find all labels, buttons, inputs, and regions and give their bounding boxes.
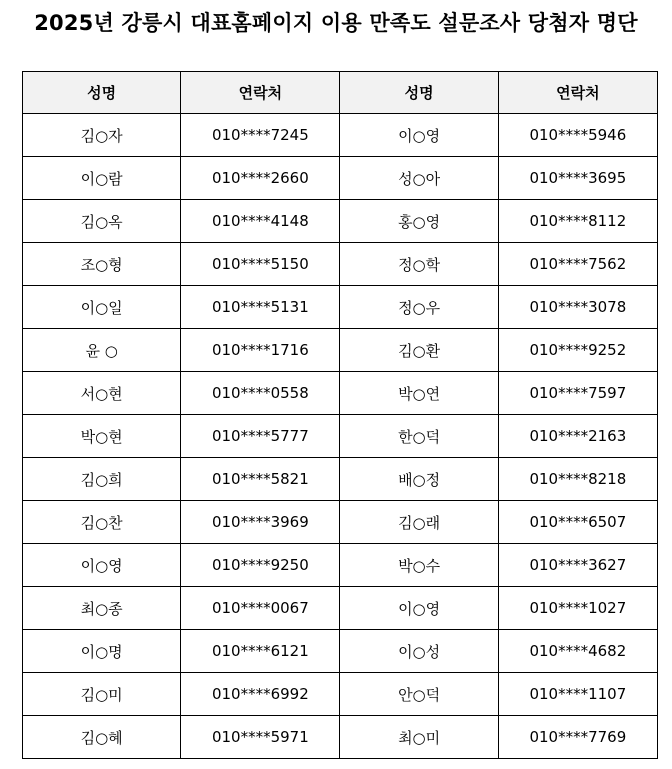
winner-contact-cell: 010****7562 — [498, 243, 657, 286]
winner-contact-cell: 010****7769 — [498, 716, 657, 759]
winner-contact-cell: 010****7245 — [181, 114, 340, 157]
winner-name-cell: 이○일 — [23, 286, 181, 329]
winner-name-cell: 이○명 — [23, 630, 181, 673]
table-row — [23, 716, 658, 759]
table-header — [23, 72, 658, 114]
table-row — [23, 243, 658, 286]
winner-contact-cell: 010****2163 — [498, 415, 657, 458]
winner-contact-cell: 010****6507 — [498, 501, 657, 544]
winner-contact-cell: 010****5150 — [181, 243, 340, 286]
winner-contact-cell: 010****0558 — [181, 372, 340, 415]
winner-name-cell: 성○아 — [340, 157, 498, 200]
winner-name-cell: 최○종 — [23, 587, 181, 630]
winner-name-cell: 김○희 — [23, 458, 181, 501]
winner-name-cell: 이○영 — [340, 114, 498, 157]
winner-contact-cell: 010****3695 — [498, 157, 657, 200]
winners-table — [22, 71, 658, 759]
table-row — [23, 544, 658, 587]
table-row — [23, 630, 658, 673]
winner-name-cell: 이○람 — [23, 157, 181, 200]
winner-name-cell: 김○옥 — [23, 200, 181, 243]
winner-name-cell: 홍○영 — [340, 200, 498, 243]
winner-contact-cell: 010****1716 — [181, 329, 340, 372]
winner-name-cell: 김○래 — [340, 501, 498, 544]
winner-contact-cell: 010****6121 — [181, 630, 340, 673]
winner-name-cell: 최○미 — [340, 716, 498, 759]
winner-contact-cell: 010****4682 — [498, 630, 657, 673]
winner-name-cell: 윤 ○ — [23, 329, 181, 372]
winner-contact-cell: 010****0067 — [181, 587, 340, 630]
winner-contact-cell: 010****5777 — [181, 415, 340, 458]
winner-name-cell: 박○연 — [340, 372, 498, 415]
winner-name-cell: 이○영 — [340, 587, 498, 630]
header-name-right: 성명 — [340, 72, 498, 114]
header-contact-right: 연락처 — [498, 72, 657, 114]
winner-contact-cell: 010****9252 — [498, 329, 657, 372]
winner-name-cell: 박○현 — [23, 415, 181, 458]
winner-name-cell: 서○현 — [23, 372, 181, 415]
table-row — [23, 673, 658, 716]
table-row — [23, 157, 658, 200]
winner-name-cell: 정○우 — [340, 286, 498, 329]
winner-contact-cell: 010****5821 — [181, 458, 340, 501]
winner-contact-cell: 010****2660 — [181, 157, 340, 200]
winner-contact-cell: 010****5971 — [181, 716, 340, 759]
winner-name-cell: 배○정 — [340, 458, 498, 501]
header-contact-left: 연락처 — [181, 72, 340, 114]
table-row — [23, 329, 658, 372]
winner-name-cell: 이○성 — [340, 630, 498, 673]
winner-contact-cell: 010****1027 — [498, 587, 657, 630]
table-row — [23, 587, 658, 630]
winner-name-cell: 김○환 — [340, 329, 498, 372]
winner-name-cell: 조○형 — [23, 243, 181, 286]
table-row — [23, 286, 658, 329]
header-name-left: 성명 — [23, 72, 181, 114]
document-title: 2025년 강릉시 대표홈페이지 이용 만족도 설문조사 당첨자 명단 — [34, 11, 638, 35]
winner-name-cell: 한○덕 — [340, 415, 498, 458]
winner-name-cell: 김○찬 — [23, 501, 181, 544]
table-row — [23, 501, 658, 544]
winner-name-cell: 박○수 — [340, 544, 498, 587]
winner-contact-cell: 010****1107 — [498, 673, 657, 716]
table-row — [23, 415, 658, 458]
winner-contact-cell: 010****5131 — [181, 286, 340, 329]
winner-contact-cell: 010****4148 — [181, 200, 340, 243]
winner-contact-cell: 010****5946 — [498, 114, 657, 157]
header-row — [23, 72, 658, 114]
winner-contact-cell: 010****8218 — [498, 458, 657, 501]
table-row — [23, 114, 658, 157]
table-row — [23, 458, 658, 501]
winner-name-cell: 안○덕 — [340, 673, 498, 716]
winner-name-cell: 김○혜 — [23, 716, 181, 759]
winner-name-cell: 이○영 — [23, 544, 181, 587]
winner-contact-cell: 010****3627 — [498, 544, 657, 587]
winner-name-cell: 김○미 — [23, 673, 181, 716]
winner-contact-cell: 010****9250 — [181, 544, 340, 587]
winner-contact-cell: 010****3078 — [498, 286, 657, 329]
winner-contact-cell: 010****8112 — [498, 200, 657, 243]
table-row — [23, 372, 658, 415]
winner-name-cell: 김○자 — [23, 114, 181, 157]
winner-contact-cell: 010****6992 — [181, 673, 340, 716]
winner-contact-cell: 010****7597 — [498, 372, 657, 415]
winner-contact-cell: 010****3969 — [181, 501, 340, 544]
winner-name-cell: 정○학 — [340, 243, 498, 286]
table-row — [23, 200, 658, 243]
table-body — [23, 114, 658, 759]
